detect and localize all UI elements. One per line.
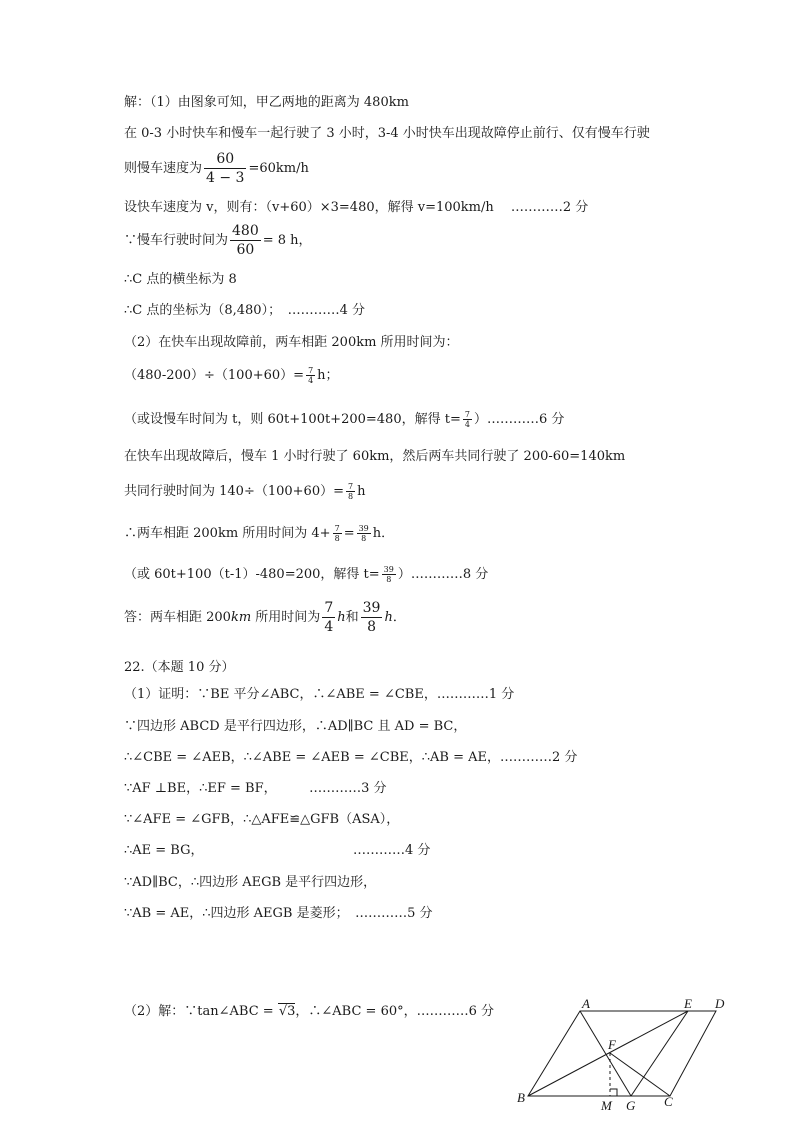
label-f: F — [608, 1037, 616, 1052]
parallelogram-abcd — [528, 1011, 716, 1096]
solution-line-11: 在快车出现故障后，慢车 1 小时行驶了 60km，然后两车共同行驶了 200-60=140km — [124, 449, 626, 464]
fraction-60-over-4-3: $\frac{60}{4 - 3}$ — [206, 151, 245, 186]
solution-line-10: （或设慢车时间为 t，则 60t+100t+200=480，解得 t= $\frac{7}{4}$ ）…………6 分 — [124, 410, 565, 429]
solution-line-12: 共同行驶时间为 140÷（100+60）= $\frac{7}{8}$ h — [124, 482, 366, 501]
proof-line-7: ∵AD∥BC，∴四边形 AEGB 是平行四边形， — [124, 875, 377, 890]
label-d: D — [715, 996, 725, 1011]
solution-line-3: 则慢车速度为 $\frac{60}{4 - 3}$ =60km/h — [124, 151, 309, 186]
solution-line-2: 在 0-3 小时快车和慢车一起行驶了 3 小时，3-4 小时快车出现故障停止前行、仅有慢车行驶 — [124, 126, 650, 141]
proof-line-3: ∴∠CBE = ∠AEB，∴∠ABE = ∠AEB = ∠CBE，∴AB = AE，…………2 分 — [124, 750, 578, 765]
segment-ag — [580, 1011, 631, 1096]
segment-eg — [631, 1011, 688, 1096]
label-b: B — [517, 1090, 525, 1105]
solution-line-13: ∴两车相距 200km 所用时间为 4+ $\frac{7}{8}$ = $\frac{39}{8}$ h． — [124, 524, 395, 543]
proof-line-1: （1）证明：∵BE 平分∠ABC，∴∠ABE = ∠CBE，…………1 分 — [124, 687, 515, 702]
solution-line-14: （或 60t+100（t-1）-480=200，解得 t= $\frac{39}{8}$ ）…………8 分 — [124, 565, 489, 584]
sqrt-3: √3 — [278, 1004, 296, 1019]
answer-line: 答：两车相距 200km 所用时间为 $\frac{7}{4}$ h和 $\frac{39}{8}$ h． — [124, 600, 406, 635]
solution-line-5: ∵慢车行驶时间为 $\frac{480}{60}$ = 8 h， — [124, 223, 312, 258]
label-e: E — [684, 996, 692, 1011]
right-angle-mark — [610, 1089, 617, 1096]
geometry-figure — [512, 994, 742, 1114]
solution-line-1: 解：（1）由图象可知，甲乙两地的距离为 480km — [124, 95, 409, 110]
label-g: G — [626, 1098, 636, 1113]
segment-be — [528, 1011, 688, 1096]
proof-line-6: ∴AE = BG， …………4 分 — [124, 843, 431, 858]
solution-line-8: （2）在快车出现故障前，两车相距 200km 所用时间为： — [124, 335, 459, 350]
label-c: C — [664, 1094, 673, 1109]
solution-line-9: （480-200）÷（100+60）= $\frac{7}{4}$ h； — [124, 366, 339, 385]
solution-line-7: ∴C 点的坐标为（8,480）； …………4 分 — [124, 303, 365, 318]
proof-line-8: ∵AB = AE，∴四边形 AEGB 是菱形； …………5 分 — [124, 906, 433, 921]
solution-line-4: 设快车速度为 v，则有：（v+60）×3=480，解得 v=100km/h …………2 分 — [124, 200, 589, 215]
solution-line-6: ∴C 点的横坐标为 8 — [124, 272, 237, 287]
part-2-line: （2）解：∵tan∠ABC = √3，∴∠ABC = 60°，…………6 分 — [124, 1004, 495, 1019]
label-a: A — [582, 996, 590, 1011]
proof-line-4: ∵AF ⊥BE，∴EF = BF， …………3 分 — [124, 781, 387, 796]
proof-line-2: ∵四边形 ABCD 是平行四边形，∴AD∥BC 且 AD = BC， — [124, 719, 467, 734]
problem-22-heading: 22.（本题 10 分） — [124, 660, 235, 675]
label-m: M — [601, 1098, 612, 1113]
fraction-480-over-60: $\frac{480}{60}$ — [232, 223, 259, 258]
proof-line-5: ∵∠AFE = ∠GFB，∴△AFE≌△GFB（ASA）， — [124, 812, 400, 827]
segment-fc — [610, 1053, 670, 1096]
